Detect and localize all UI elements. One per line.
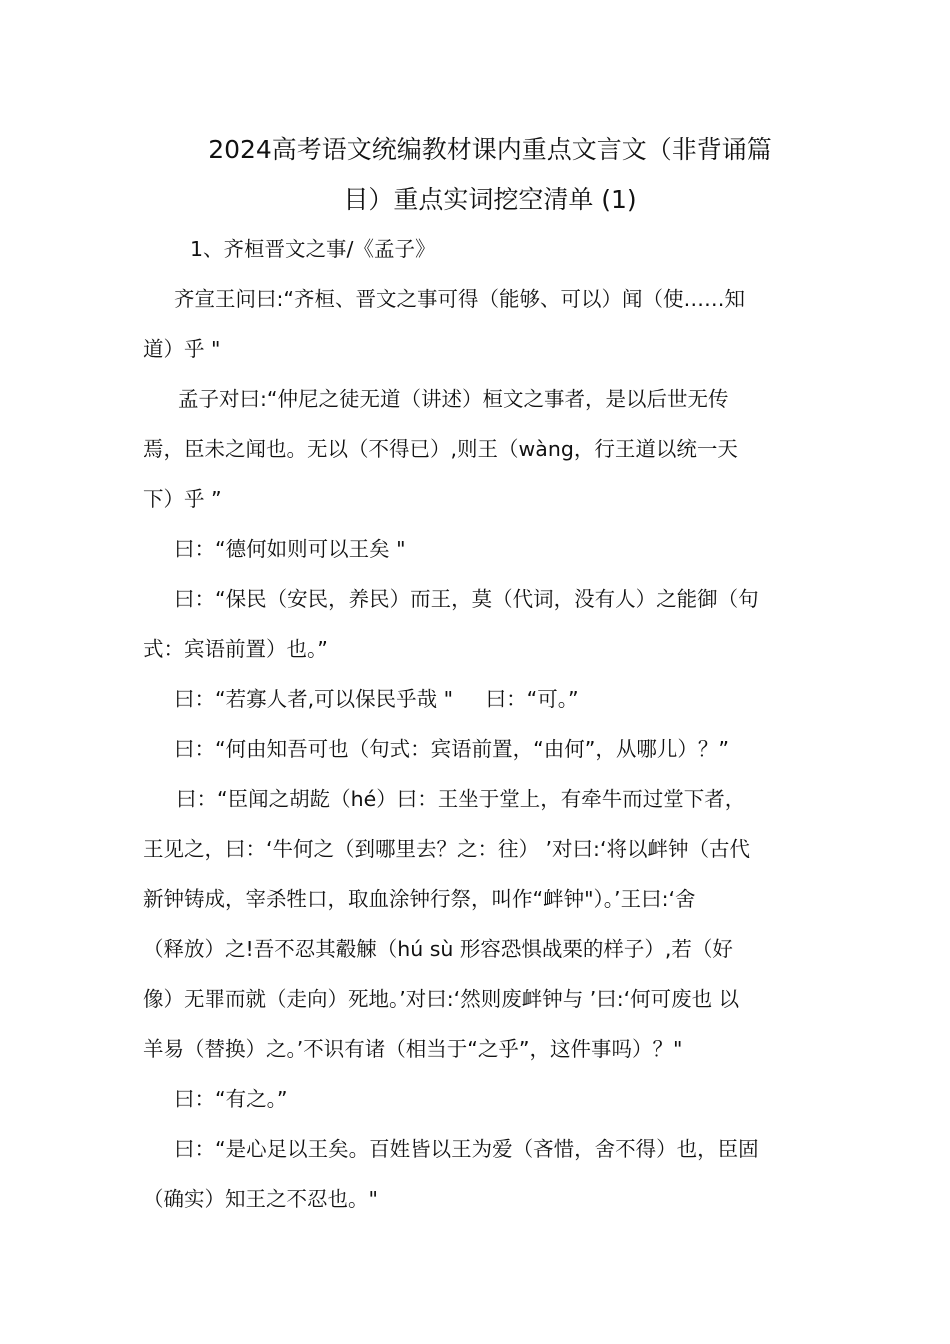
paragraph-line: 道）乎 " <box>143 337 221 361</box>
document-title-line-2: 目）重点实词挖空清单 (1) <box>343 185 637 214</box>
paragraph-line: 羊易（替换）之。’不识有诸（相当于“之乎”，这件事吗）？" <box>143 1037 683 1061</box>
paragraph-line: 焉，臣未之闻也。无以（不得已）,则王（wàng，行王道以统一天 <box>143 437 738 461</box>
paragraph-line: （释放）之!吾不忍其觳觫（hú sù 形容恐惧战栗的样子）,若（好 <box>143 937 733 961</box>
paragraph-line: （确实）知王之不忍也。" <box>143 1187 378 1211</box>
paragraph-line: 曰：“若寡人者,可以保民乎哉 " 曰：“可。” <box>174 687 579 711</box>
paragraph-line: 曰：“有之。” <box>174 1087 288 1111</box>
paragraph-line: 孟子对曰:“仲尼之徒无道（讲述）桓文之事者，是以后世无传 <box>178 387 729 411</box>
paragraph-line: 下）乎 ” <box>143 487 222 511</box>
paragraph-line: 王见之，曰：‘牛何之（到哪里去？之：往） ’对曰:‘将以衅钟（古代 <box>143 837 750 861</box>
paragraph-line: 齐宣王问曰:“齐桓、晋文之事可得（能够、可以）闻（使……知 <box>174 287 746 311</box>
paragraph-line: 新钟铸成，宰杀牲口，取血涂钟行祭，叫作“衅钟"）。’王曰:‘舍 <box>143 887 696 911</box>
paragraph-line: 式：宾语前置）也。” <box>143 637 328 661</box>
paragraph-line: 曰：“何由知吾可也（句式：宾语前置，“由何”，从哪儿）？” <box>174 737 729 761</box>
paragraph-line: 曰：“是心足以王矣。百姓皆以王为爱（吝惜，舍不得）也，臣固 <box>174 1137 759 1161</box>
paragraph-line: 曰：“德何如则可以王矣 " <box>174 537 406 561</box>
paragraph-line: 曰：“保民（安民，养民）而王，莫（代词，没有人）之能御（句 <box>174 587 759 611</box>
document-title-line-1: 2024高考语文统编教材课内重点文言文（非背诵篇 <box>208 135 772 164</box>
section-heading: 1、齐桓晋文之事/《孟子》 <box>190 237 436 261</box>
paragraph-line: 曰：“臣闻之胡龁（hé）曰：王坐于堂上，有牵牛而过堂下者， <box>176 787 746 811</box>
paragraph-line: 像）无罪而就（走向）死地。’对曰:‘然则废衅钟与 ’曰:‘何可废也 以 <box>143 987 740 1011</box>
